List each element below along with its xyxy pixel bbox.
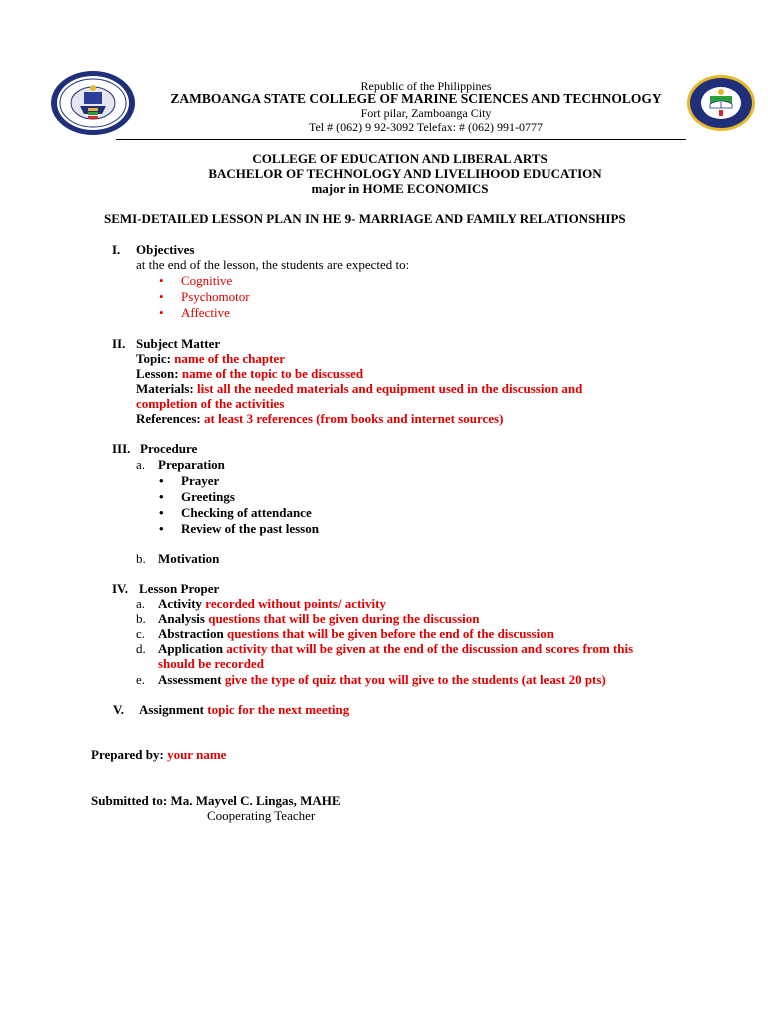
prepared-value: your name <box>167 747 227 762</box>
program-name: BACHELOR OF TECHNOLOGY AND LIVELIHOOD EDUCATION <box>208 166 602 181</box>
submitted-to: Submitted to: Ma. Mayvel C. Lingas, MAHE <box>91 793 341 808</box>
objective-item: • Affective <box>181 305 230 320</box>
lesson-item <box>158 596 386 611</box>
lesson-plan-title: SEMI-DETAILED LESSON PLAN IN HE 9- MARRIAGE AND FAMILY RELATIONSHIPS <box>104 211 626 226</box>
preparation-letter: a. <box>136 457 146 472</box>
lesson-item-value: questions that will be given during the discussion <box>208 611 480 626</box>
prepared-by <box>91 747 226 762</box>
republic-line: Republic of the Philippines <box>360 79 492 93</box>
lesson-item <box>158 641 633 656</box>
objective-item: • Psychomotor <box>181 289 250 304</box>
assignment-row <box>139 702 349 717</box>
lesson-item-value: recorded without points/ activity <box>205 596 386 611</box>
assignment-value: topic for the next meeting <box>207 702 350 717</box>
lesson-item-label: Application <box>158 641 224 656</box>
preparation-label: Preparation <box>158 457 225 472</box>
prepared-label: Prepared by: <box>91 747 164 762</box>
procedure-heading: Procedure <box>140 441 198 456</box>
lesson-item-label: Analysis <box>158 611 205 626</box>
lesson-row <box>136 366 363 381</box>
lesson-proper-numeral: IV. <box>112 581 129 596</box>
materials-value-continued: completion of the activities <box>136 396 285 411</box>
assignment-numeral: V. <box>113 702 124 717</box>
references-label: References: <box>136 411 201 426</box>
references-row <box>136 411 503 426</box>
subject-numeral: II. <box>112 336 126 351</box>
lesson-label: Lesson: <box>136 366 179 381</box>
objectives-heading: Objectives <box>136 242 195 257</box>
lesson-item-letter: d. <box>136 641 146 656</box>
materials-label: Materials: <box>136 381 194 396</box>
topic-label: Topic: <box>136 351 171 366</box>
lesson-item <box>158 611 479 626</box>
assignment-label: Assignment <box>139 702 205 717</box>
lesson-item-label: Abstraction <box>158 626 224 641</box>
preparation-item: • Prayer <box>181 473 219 488</box>
lesson-item-letter: c. <box>136 626 146 641</box>
objectives-numeral: I. <box>112 242 121 257</box>
major-name: major in HOME ECONOMICS <box>311 181 489 196</box>
lesson-proper-heading: Lesson Proper <box>139 581 220 596</box>
motivation-label: Motivation <box>158 551 220 566</box>
references-value: at least 3 references (from books and internet sources) <box>203 411 504 426</box>
lesson-item-letter: e. <box>136 672 146 687</box>
lesson-item-value: give the type of quiz that you will give to the students (at least 20 pts) <box>224 672 606 687</box>
lesson-item-label: Assessment <box>158 672 222 687</box>
lesson-value: name of the topic to be discussed <box>181 366 364 381</box>
school-name: ZAMBOANGA STATE COLLEGE OF MARINE SCIENCES AND TECHNOLOGY <box>170 91 662 106</box>
lesson-item-label: Activity <box>158 596 203 611</box>
lesson-item-value-continued: should be recorded <box>158 656 264 671</box>
header-divider <box>116 139 686 140</box>
lesson-item-letter: a. <box>136 596 146 611</box>
lesson-item <box>158 672 606 687</box>
objective-item: • Cognitive <box>181 273 232 288</box>
subject-heading: Subject Matter <box>136 336 221 351</box>
topic-row <box>136 351 285 366</box>
procedure-numeral: III. <box>112 441 131 456</box>
lesson-item-value: questions that will be given before the end of the discussion <box>226 626 554 641</box>
college-name: COLLEGE OF EDUCATION AND LIBERAL ARTS <box>252 151 548 166</box>
materials-row <box>136 381 582 396</box>
preparation-item: • Greetings <box>181 489 235 504</box>
materials-value: list all the needed materials and equipment used in the discussion and <box>197 381 583 396</box>
topic-value: name of the chapter <box>174 351 286 366</box>
school-address: Fort pilar, Zamboanga City <box>360 106 492 120</box>
school-contact: Tel # (062) 9 92-3092 Telefax: # (062) 991-0777 <box>308 120 544 134</box>
preparation-item: • Review of the past lesson <box>181 521 319 536</box>
lesson-item-letter: b. <box>136 611 146 626</box>
lesson-item-value: activity that will be given at the end of the discussion and scores from this <box>226 641 634 656</box>
objectives-intro: at the end of the lesson, the students are expected to: <box>136 257 410 272</box>
lesson-item <box>158 626 554 641</box>
motivation-letter: b. <box>136 551 146 566</box>
preparation-item: • Checking of attendance <box>181 505 312 520</box>
cooperating-teacher-role: Cooperating Teacher <box>207 808 316 823</box>
